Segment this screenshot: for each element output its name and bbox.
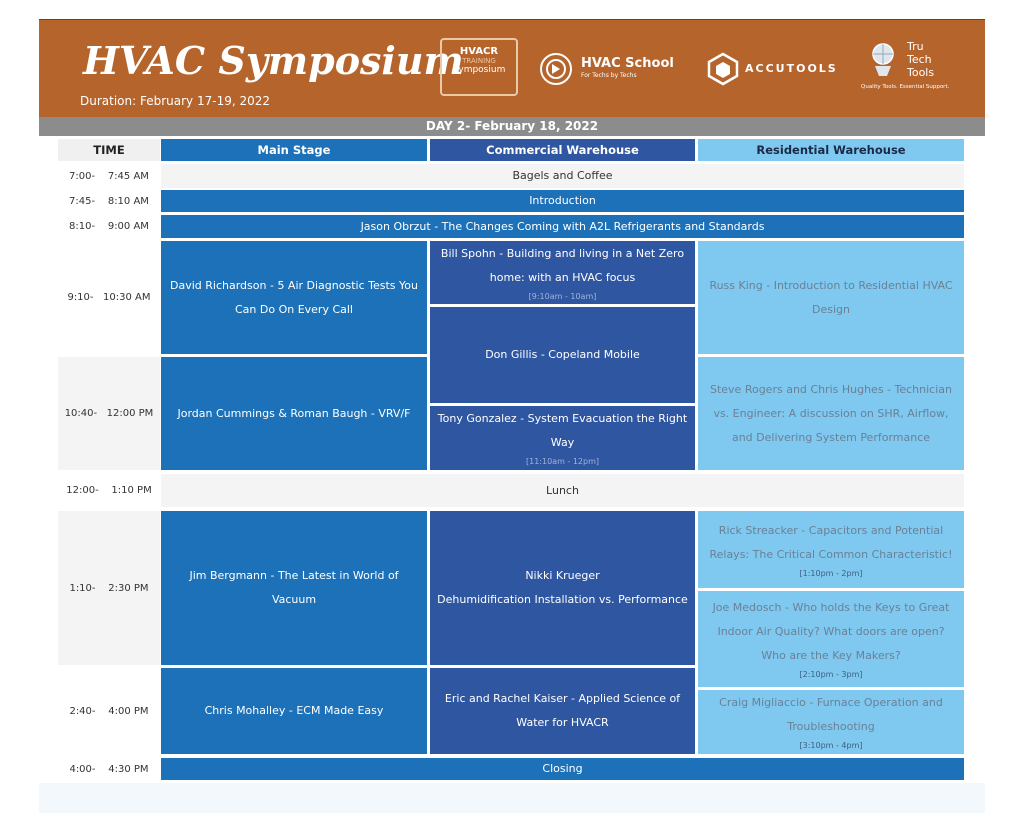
duration-text: Duration: February 17-19, 2022 [80,94,271,108]
hvacr-symposium-logo: HVACR TRAINING Symposium [440,38,518,96]
session-kaiser: Eric and Rachel Kaiser - Applied Science of Water for HVACR [430,668,695,754]
time-slot: 1:10- 2:30 PM [58,511,160,665]
session-introduction: Introduction [161,190,964,212]
session-lunch: Lunch [161,474,964,507]
session-richardson: David Richardson - 5 Air Diagnostic Tests You Can Do On Every Call [161,241,427,354]
globe-icon [869,42,897,78]
time-slot: 4:00- 4:30 PM [69,763,149,775]
session-medosch-title: Joe Medosch - Who holds the Keys to Great Indoor Air Quality? What doors are open? Who are the Key Makers? [712,601,950,662]
session-closing: Closing [161,758,964,780]
session-a2l-refrigerants: Jason Obrzut - The Changes Coming with A2L Refrigerants and Standards [161,215,964,238]
session-mohalley: Chris Mohalley - ECM Made Easy [161,668,427,754]
session-streacker [698,511,964,588]
session-migliaccio-title: Craig Migliaccio - Furnace Operation and Troubleshooting [719,696,943,733]
session-krueger [430,511,695,665]
accutools-logo: ACCUTOOLS [707,50,847,86]
hvac-school-icon [539,52,573,86]
session-medosch [698,591,964,687]
session-medosch-time: [2:10pm - 3pm] [799,670,863,679]
day-label: DAY 2- February 18, 2022 [39,117,985,136]
accutools-icon [707,52,739,86]
tru-tech-tools-logo: Tru Tech Tools Quality Tools. Essential Support. [861,40,950,90]
footer-band [39,783,985,813]
session-streacker-title: Rick Streacker - Capacitors and Potential Relays: The Critical Common Characteristic! [709,523,953,561]
session-krueger-name: Nikki Krueger [525,569,600,582]
time-column-header: TIME [58,139,160,161]
session-gonzalez-time: [11:10am - 12pm] [525,457,599,466]
time-slot: 7:45- 8:10 AM [69,195,149,207]
hvac-school-logo: HVAC School For Techs by Techs [539,50,684,86]
session-gonzalez [430,406,695,470]
session-gonzalez-title: Tony Gonzalez - System Evacuation the Right Way [437,412,688,449]
main-stage-header: Main Stage [161,139,427,161]
session-cummings-baugh: Jordan Cummings & Roman Baugh - VRV/F [161,357,427,470]
session-bergmann: Jim Bergmann - The Latest in World of Vacuum [161,511,427,665]
session-bagels-coffee: Bagels and Coffee [161,164,964,188]
session-streacker-time: [1:10pm - 2pm] [799,568,863,578]
header-banner [39,19,985,117]
session-king: Russ King - Introduction to Residential HVAC Design [698,241,964,354]
session-migliaccio [698,690,964,754]
session-migliaccio-time: [3:10pm - 4pm] [799,741,863,750]
time-slot: 2:40- 4:00 PM [69,705,149,717]
session-spohn [430,241,695,304]
page-title: HVAC Symposium [83,38,464,83]
time-slot: 10:40- 12:00 PM [58,357,160,470]
residential-warehouse-header: Residential Warehouse [698,139,964,161]
session-spohn-title: Bill Spohn - Building and living in a Net Zero home: with an HVAC focus [440,246,685,284]
session-krueger-title: Dehumidification Installation vs. Performance [437,593,688,606]
session-rogers-hughes: Steve Rogers and Chris Hughes - Technician vs. Engineer: A discussion on SHR, Airflow, and Delivering System Performance [698,357,964,470]
time-slot: 9:10- 10:30 AM [67,292,151,303]
time-slot: 12:00- 1:10 PM [66,485,152,496]
time-slot: 7:00- 7:45 AM [69,170,149,182]
commercial-warehouse-header: Commercial Warehouse [430,139,695,161]
time-slot: 8:10- 9:00 AM [69,221,149,232]
session-gillis: Don Gillis - Copeland Mobile [430,307,695,403]
session-spohn-time: [9:10am - 10am] [528,291,597,301]
